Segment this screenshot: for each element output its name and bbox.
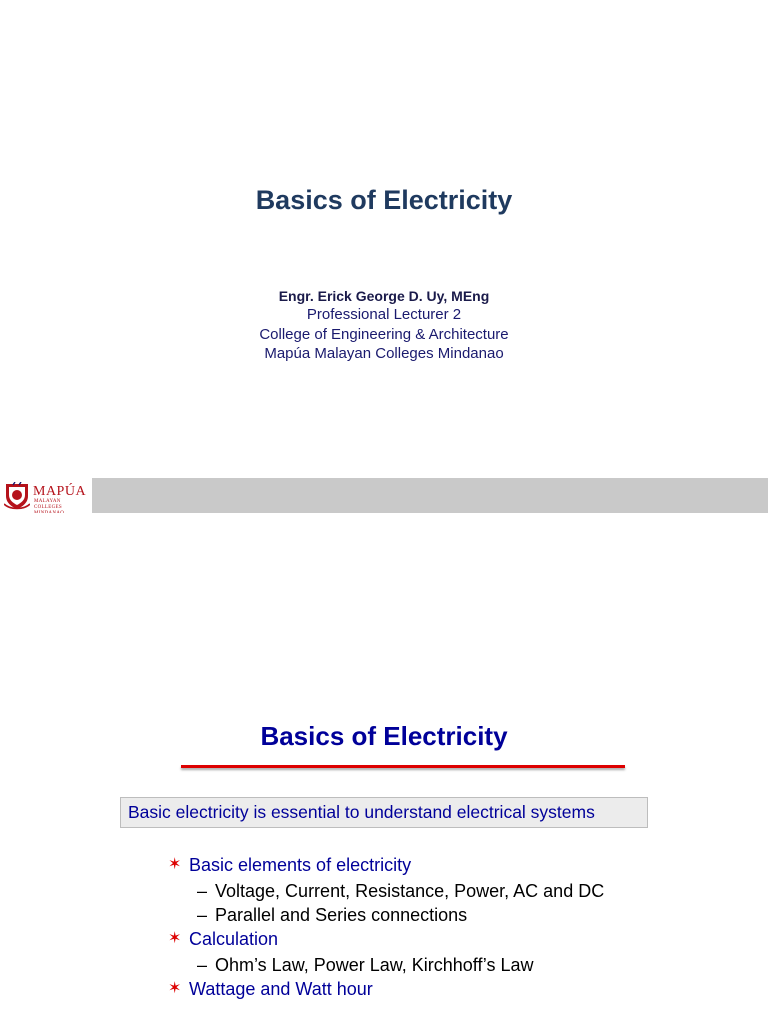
bullet-item [168, 977, 628, 1001]
intro-box: Basic electricity is essential to understand electrical systems [120, 797, 648, 828]
red-star-icon: ✶ [168, 930, 182, 947]
bullet-item [168, 927, 628, 951]
mapua-shield-icon [4, 482, 30, 510]
author-name: Engr. Erick George D. Uy, MEng [278, 288, 490, 304]
dash-icon: – [197, 955, 208, 975]
sub-bullet-text: Parallel and Series connections [215, 905, 468, 925]
author-college: College of Engineering & Architecture [259, 326, 509, 343]
sub-bullet-text: Ohm’s Law, Power Law, Kirchhoff’s Law [215, 955, 534, 975]
sub-bullet-text: Voltage, Current, Resistance, Power, AC and DC [215, 881, 605, 901]
sub-bullet-item [168, 903, 628, 927]
logo-wordmark: MAPÚA [33, 484, 87, 499]
dash-icon: – [197, 905, 208, 925]
bullet-item [168, 853, 628, 877]
bullet-list [168, 853, 628, 1003]
slide-heading: Basics of Electricity [260, 721, 508, 751]
red-star-icon: ✶ [168, 980, 182, 997]
dash-icon: – [197, 881, 208, 901]
heading-underline [181, 765, 625, 768]
bullet-text: Wattage and Watt hour [189, 979, 373, 999]
footer-bar [0, 478, 768, 513]
author-position: Professional Lecturer 2 [306, 306, 462, 323]
author-institution: Mapúa Malayan Colleges Mindanao [264, 345, 504, 362]
bullet-text: Basic elements of electricity [189, 855, 412, 875]
sub-bullet-item [168, 879, 628, 903]
logo-subtitle: MALAYAN COLLEGES [34, 499, 62, 510]
mapua-logo [0, 478, 92, 513]
page-title: Basics of Electricity [255, 185, 513, 215]
red-star-icon: ✶ [168, 856, 182, 873]
sub-bullet-item [168, 953, 628, 977]
slide-overview [0, 513, 768, 1024]
bullet-text: Calculation [189, 929, 279, 949]
